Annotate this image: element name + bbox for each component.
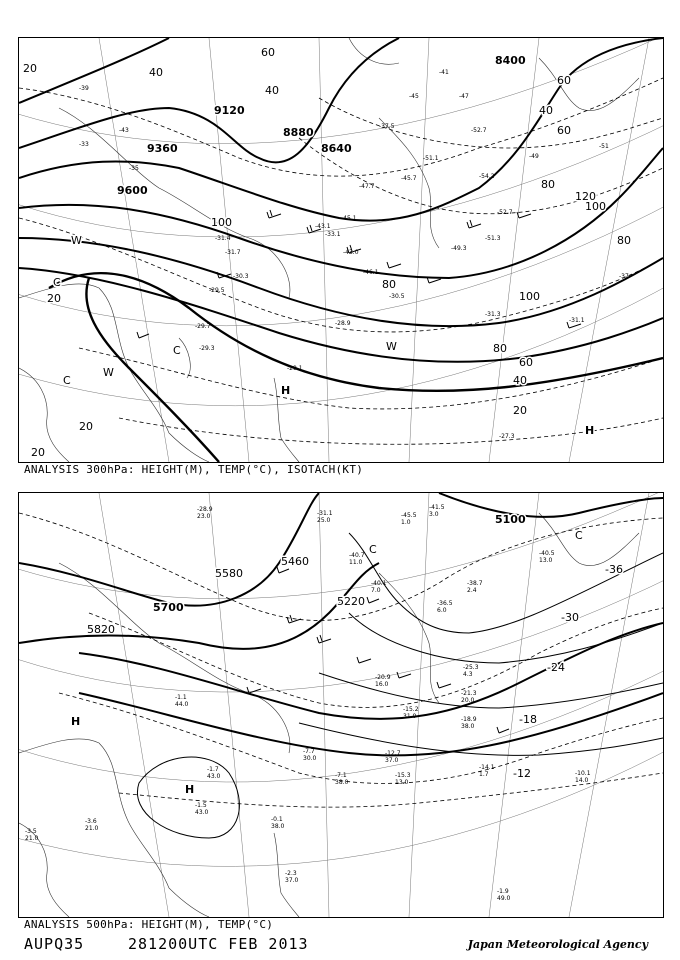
station-dew: 20.0 bbox=[461, 697, 475, 704]
temp-obs: -31.7 bbox=[225, 249, 241, 256]
cold-marker: C bbox=[63, 374, 71, 387]
high-pressure-marker: H bbox=[585, 424, 595, 437]
temp-obs: -29.7 bbox=[195, 323, 211, 330]
isotherm-label: -18 bbox=[519, 713, 537, 726]
station-dew: 3.0 bbox=[429, 511, 439, 518]
station-temp: -20.9 bbox=[375, 674, 391, 681]
high-pressure-marker: H bbox=[71, 715, 81, 728]
isotach-label: 20 bbox=[79, 420, 93, 433]
station-temp: -38.7 bbox=[467, 580, 483, 587]
station-temp: -15.3 bbox=[395, 772, 411, 779]
station-dew: 6.0 bbox=[437, 607, 447, 614]
temp-obs: -52.7 bbox=[497, 209, 513, 216]
station-dew: 38.0 bbox=[461, 723, 475, 730]
isotherm-tick: -51 bbox=[599, 143, 609, 150]
height-label: 5580 bbox=[215, 567, 243, 580]
station-temp: -7.1 bbox=[335, 772, 347, 779]
caption-300hpa: ANALYSIS 300hPa: HEIGHT(M), TEMP(°C), ISOTACH(KT) bbox=[24, 463, 364, 476]
station-temp: -7.7 bbox=[303, 748, 315, 755]
temp-obs: -30.5 bbox=[389, 293, 405, 300]
height-label: 5820 bbox=[87, 623, 115, 636]
temp-obs: -54.2 bbox=[479, 173, 495, 180]
isotherm-tick: -39 bbox=[79, 85, 89, 92]
analysis-time: 281200UTC FEB 2013 bbox=[128, 935, 309, 953]
station-temp: -14.1 bbox=[479, 764, 495, 771]
caption-500hpa: ANALYSIS 500hPa: HEIGHT(M), TEMP(°C) bbox=[24, 918, 274, 931]
isotach-label: 80 bbox=[617, 234, 631, 247]
station-dew: 14.0 bbox=[575, 777, 589, 784]
station-dew: 1.0 bbox=[401, 519, 411, 526]
isotach-label: 40 bbox=[539, 104, 553, 117]
isotach-label: 40 bbox=[149, 66, 163, 79]
temp-obs: -52.7 bbox=[471, 127, 487, 134]
isotherm-tick: -33 bbox=[79, 141, 89, 148]
isotherm-tick: -45 bbox=[409, 93, 419, 100]
temp-obs: -29.5 bbox=[209, 287, 225, 294]
temp-obs: -43.0 bbox=[343, 249, 359, 256]
station-temp: -31.1 bbox=[317, 510, 333, 517]
cold-marker: C bbox=[53, 276, 61, 289]
height-label: 9360 bbox=[147, 142, 178, 155]
temp-obs: -31.1 bbox=[569, 317, 585, 324]
isotherm-label: -24 bbox=[547, 661, 565, 674]
high-pressure-marker: H bbox=[185, 783, 195, 796]
high-pressure-marker: H bbox=[281, 384, 291, 397]
station-dew: 43.0 bbox=[195, 809, 209, 816]
station-temp: -40.1 bbox=[371, 580, 387, 587]
station-temp: -41.5 bbox=[429, 504, 445, 511]
cold-marker: C bbox=[173, 344, 181, 357]
temp-obs: -37.5 bbox=[379, 123, 395, 130]
station-dew: 21.0 bbox=[85, 825, 99, 832]
temp-obs: -30.3 bbox=[233, 273, 249, 280]
isotach-label: 80 bbox=[493, 342, 507, 355]
station-dew: 38.0 bbox=[335, 779, 349, 786]
station-dew: 4.3 bbox=[463, 671, 473, 678]
station-dew: 30.0 bbox=[303, 755, 317, 762]
station-temp: -40.7 bbox=[349, 552, 365, 559]
isotherm-tick: -43 bbox=[119, 127, 129, 134]
isotach-label: 80 bbox=[541, 178, 555, 191]
station-temp: -2.3 bbox=[285, 870, 297, 877]
temp-obs: -28.9 bbox=[335, 320, 351, 327]
cold-center: C bbox=[369, 543, 377, 556]
chart-500hpa-map bbox=[19, 493, 663, 917]
isotherm-label: -30 bbox=[561, 611, 579, 624]
temp-obs: -29.3 bbox=[199, 345, 215, 352]
isotherm-label: -12 bbox=[513, 767, 531, 780]
station-temp: -3.6 bbox=[85, 818, 97, 825]
station-dew: 16.0 bbox=[375, 681, 389, 688]
station-dew: 13.0 bbox=[395, 779, 409, 786]
temp-obs: -46.1 bbox=[363, 269, 379, 276]
isotach-label: 20 bbox=[23, 62, 37, 75]
station-dew: 21.0 bbox=[25, 835, 39, 842]
height-label: 5100 bbox=[495, 513, 526, 526]
isotach-label: 40 bbox=[265, 84, 279, 97]
station-temp: -1.7 bbox=[207, 766, 219, 773]
isotherm-tick: -47 bbox=[459, 93, 469, 100]
temp-obs: -45.7 bbox=[401, 175, 417, 182]
station-temp: -25.3 bbox=[463, 664, 479, 671]
station-dew: 37.0 bbox=[385, 757, 399, 764]
isotach-label: 60 bbox=[519, 356, 533, 369]
station-temp: -18.9 bbox=[461, 716, 477, 723]
station-temp: -0.1 bbox=[271, 816, 283, 823]
height-label: 8880 bbox=[283, 126, 314, 139]
station-temp: -12.7 bbox=[385, 750, 401, 757]
temp-obs: -49.3 bbox=[451, 245, 467, 252]
station-dew: 2.4 bbox=[467, 587, 477, 594]
height-label: 8400 bbox=[495, 54, 526, 67]
temp-obs: -43.1 bbox=[315, 223, 331, 230]
temp-obs: -29.1 bbox=[287, 365, 303, 372]
station-temp: -36.5 bbox=[437, 600, 453, 607]
station-temp: -3.5 bbox=[25, 828, 37, 835]
warm-marker: W bbox=[103, 366, 114, 379]
station-temp: -15.2 bbox=[403, 706, 419, 713]
temp-obs: -27.3 bbox=[499, 433, 515, 440]
station-dew: 7.0 bbox=[371, 587, 381, 594]
temp-obs: -51.1 bbox=[423, 155, 439, 162]
station-dew: 31.0 bbox=[403, 713, 417, 720]
temp-obs: -51.3 bbox=[485, 235, 501, 242]
isotach-label: 20 bbox=[47, 292, 61, 305]
isotach-label: 20 bbox=[513, 404, 527, 417]
height-label: 5700 bbox=[153, 601, 184, 614]
station-dew: 37.0 bbox=[285, 877, 299, 884]
warm-marker: W bbox=[71, 234, 82, 247]
isotach-label: 20 bbox=[31, 446, 45, 459]
station-temp: -28.9 bbox=[197, 506, 213, 513]
isotach-label: 100 bbox=[585, 200, 606, 213]
chart-500hpa bbox=[18, 492, 664, 918]
isotach-label: 120 bbox=[575, 190, 596, 203]
station-temp: -1.5 bbox=[195, 802, 207, 809]
isotach-label: 100 bbox=[519, 290, 540, 303]
station-dew: 1.7 bbox=[479, 771, 489, 778]
isotherm-label: -36 bbox=[605, 563, 623, 576]
temp-obs: -31.3 bbox=[485, 311, 501, 318]
isotach-label: 60 bbox=[557, 124, 571, 137]
station-temp: -1.9 bbox=[497, 888, 509, 895]
cold-center: C bbox=[575, 529, 583, 542]
bulletin-code: AUPQ35 bbox=[24, 935, 85, 953]
temp-obs: -31.4 bbox=[215, 235, 231, 242]
temp-obs: -45.1 bbox=[341, 215, 357, 222]
station-dew: 49.0 bbox=[497, 895, 511, 902]
station-dew: 11.0 bbox=[349, 559, 363, 566]
station-temp: -1.1 bbox=[175, 694, 187, 701]
height-label: 9600 bbox=[117, 184, 148, 197]
temp-obs: -33.1 bbox=[325, 231, 341, 238]
station-temp: -45.5 bbox=[401, 512, 417, 519]
graticule bbox=[19, 493, 663, 917]
height-label: 5220 bbox=[337, 595, 365, 608]
station-dew: 13.0 bbox=[539, 557, 553, 564]
isotherm-tick: -37 bbox=[619, 273, 629, 280]
chart-300hpa-map bbox=[19, 38, 663, 462]
isotherm-tick: -49 bbox=[529, 153, 539, 160]
isotach-label: 60 bbox=[261, 46, 275, 59]
isotherm-tick: -35 bbox=[129, 165, 139, 172]
isotach-contours bbox=[49, 273, 663, 462]
isotach-label: 100 bbox=[211, 216, 232, 229]
station-temp: -10.1 bbox=[575, 770, 591, 777]
station-dew: 44.0 bbox=[175, 701, 189, 708]
isotach-label: 60 bbox=[557, 74, 571, 87]
station-dew: 38.0 bbox=[271, 823, 285, 830]
height-label: 5460 bbox=[281, 555, 309, 568]
station-dew: 43.0 bbox=[207, 773, 221, 780]
agency-name: Japan Meteorological Agency bbox=[467, 938, 648, 951]
station-temp: -21.3 bbox=[461, 690, 477, 697]
isotach-label: 40 bbox=[513, 374, 527, 387]
isotach-label: 80 bbox=[382, 278, 396, 291]
height-contours bbox=[19, 493, 663, 756]
chart-300hpa bbox=[18, 37, 664, 463]
isotherm-tick: -41 bbox=[439, 69, 449, 76]
height-label: 8640 bbox=[321, 142, 352, 155]
height-label: 9120 bbox=[214, 104, 245, 117]
temp-obs: -47.7 bbox=[359, 183, 375, 190]
warm-marker: W bbox=[386, 340, 397, 353]
station-temp: -40.5 bbox=[539, 550, 555, 557]
station-dew: 23.0 bbox=[197, 513, 211, 520]
station-dew: 25.0 bbox=[317, 517, 331, 524]
